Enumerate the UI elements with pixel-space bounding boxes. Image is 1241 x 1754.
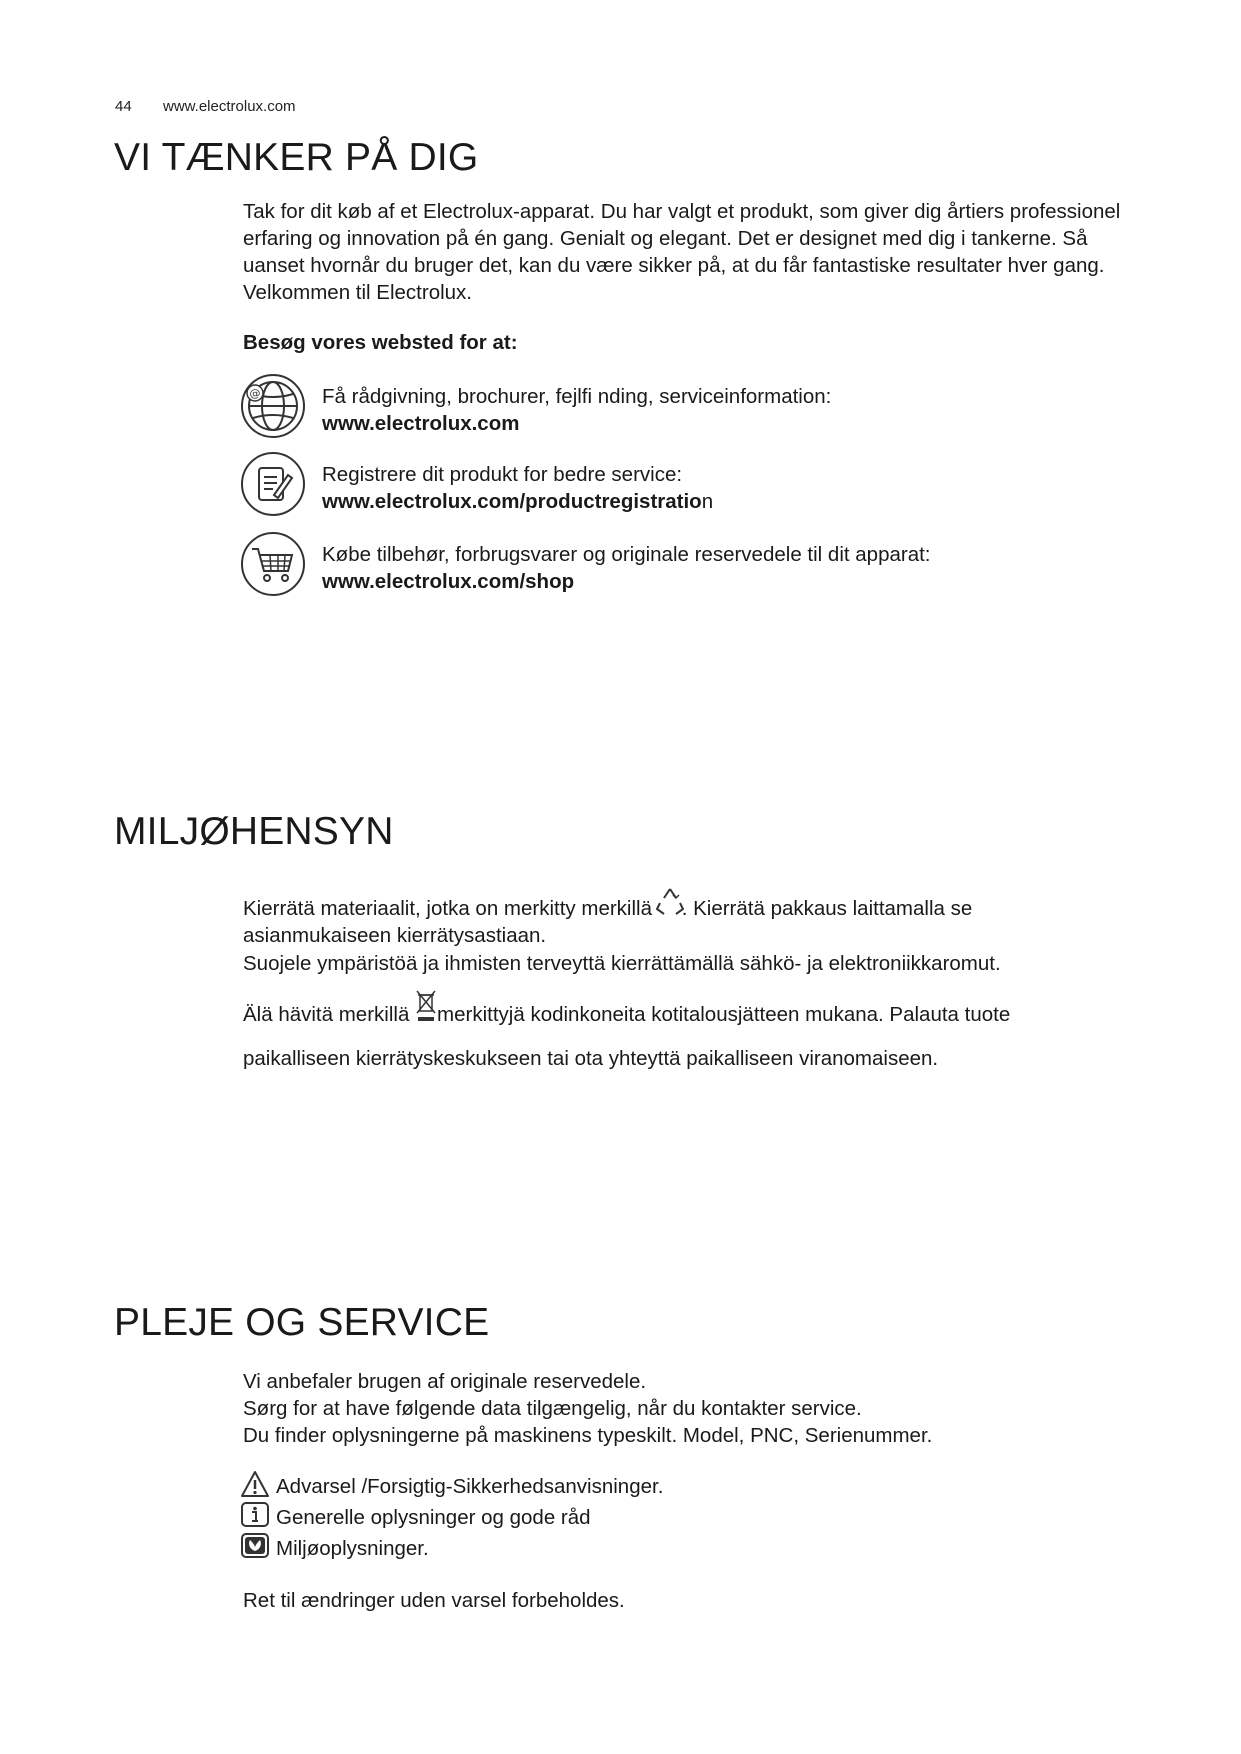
env-line-5: paikalliseen kierrätyskeskukseen tai ota yhteyttä paikalliseen viranomaiseen. bbox=[243, 1047, 939, 1070]
care-line-3: Du finder oplysningerne på maskinens typeskilt. Model, PNC, Serienummer. bbox=[243, 1424, 933, 1447]
link-registration-text: Registrere dit produkt for bedre service: bbox=[322, 463, 683, 486]
env-line-1a: Kierrätä materiaalit, jotka on merkitty merkillä bbox=[243, 897, 652, 920]
crossed-bin-icon bbox=[415, 989, 437, 1023]
env-line-1b: . Kierrätä pakkaus laittamalla se bbox=[681, 897, 973, 920]
page-number: 44 bbox=[115, 98, 132, 115]
env-line-2: asianmukaiseen kierrätysastiaan. bbox=[243, 924, 547, 947]
section-title-thinking-of-you: VI TÆNKER PÅ DIG bbox=[114, 136, 479, 179]
environment-paragraph bbox=[243, 887, 1143, 1072]
shopping-cart-icon bbox=[240, 531, 306, 597]
env-line-4b: merkittyjä kodinkoneita kotitalousjätteen mukana. Palauta tuote bbox=[437, 1003, 1011, 1026]
globe-icon bbox=[240, 373, 306, 439]
link-registration-url-tail: n bbox=[701, 490, 714, 513]
legend-warning-label: Advarsel /Forsigtig-Sikkerhedsanvisninger. bbox=[276, 1475, 664, 1498]
link-shop-text: Købe tilbehør, forbrugsvarer og originale reservedele til dit apparat: bbox=[322, 543, 931, 566]
link-registration-url-bold: www.electrolux.com/productregistratio bbox=[322, 490, 702, 513]
link-support-text: Få rådgivning, brochurer, fejlfi nding, serviceinformation: bbox=[322, 385, 832, 408]
section-title-environment: MILJØHENSYN bbox=[114, 810, 394, 853]
svg-text:@: @ bbox=[249, 387, 261, 400]
disclaimer-note: Ret til ændringer uden varsel forbeholdes. bbox=[243, 1589, 625, 1612]
header-site: www.electrolux.com bbox=[163, 98, 296, 115]
environment-icon bbox=[240, 1532, 270, 1560]
link-registration-url[interactable] bbox=[322, 488, 713, 515]
env-line-4a: Älä hävitä merkillä bbox=[243, 1003, 410, 1026]
info-icon bbox=[240, 1501, 270, 1529]
link-shop-url[interactable]: www.electrolux.com/shop bbox=[322, 570, 575, 593]
legend-environment-label: Miljøoplysninger. bbox=[276, 1537, 429, 1560]
intro-paragraph: Tak for dit køb af et Electrolux-apparat. Du har valgt et produkt, som giver dig årtiers professionel erfaring og innovation på én gang. Genialt og elegant. Det er designet med dig i tankerne. Så uanset hvornår du bruger det, kan du være sikker på, at du får fantastiske resultater hver gang. Velkommen til Electrolux. bbox=[243, 200, 1121, 304]
link-support-url[interactable]: www.electrolux.com bbox=[322, 412, 520, 435]
env-line-1 bbox=[243, 887, 1143, 922]
registration-icon bbox=[240, 451, 306, 517]
care-line-2: Sørg for at have følgende data tilgængelig, når du kontakter service. bbox=[243, 1397, 862, 1420]
recycle-icon bbox=[656, 887, 684, 917]
section-title-care-service: PLEJE OG SERVICE bbox=[114, 1301, 490, 1344]
legend-info-label: Generelle oplysninger og gode råd bbox=[276, 1506, 591, 1529]
env-line-4 bbox=[243, 989, 1143, 1028]
care-paragraph bbox=[243, 1368, 1143, 1449]
visit-heading: Besøg vores websted for at: bbox=[243, 331, 518, 354]
env-line-3: Suojele ympäristöä ja ihmisten terveyttä kierrättämällä sähkö- ja elektroniikkaromut. bbox=[243, 952, 1001, 975]
warning-icon bbox=[240, 1470, 270, 1498]
care-line-1: Vi anbefaler brugen af originale reservedele. bbox=[243, 1370, 647, 1393]
page-header bbox=[115, 98, 296, 115]
